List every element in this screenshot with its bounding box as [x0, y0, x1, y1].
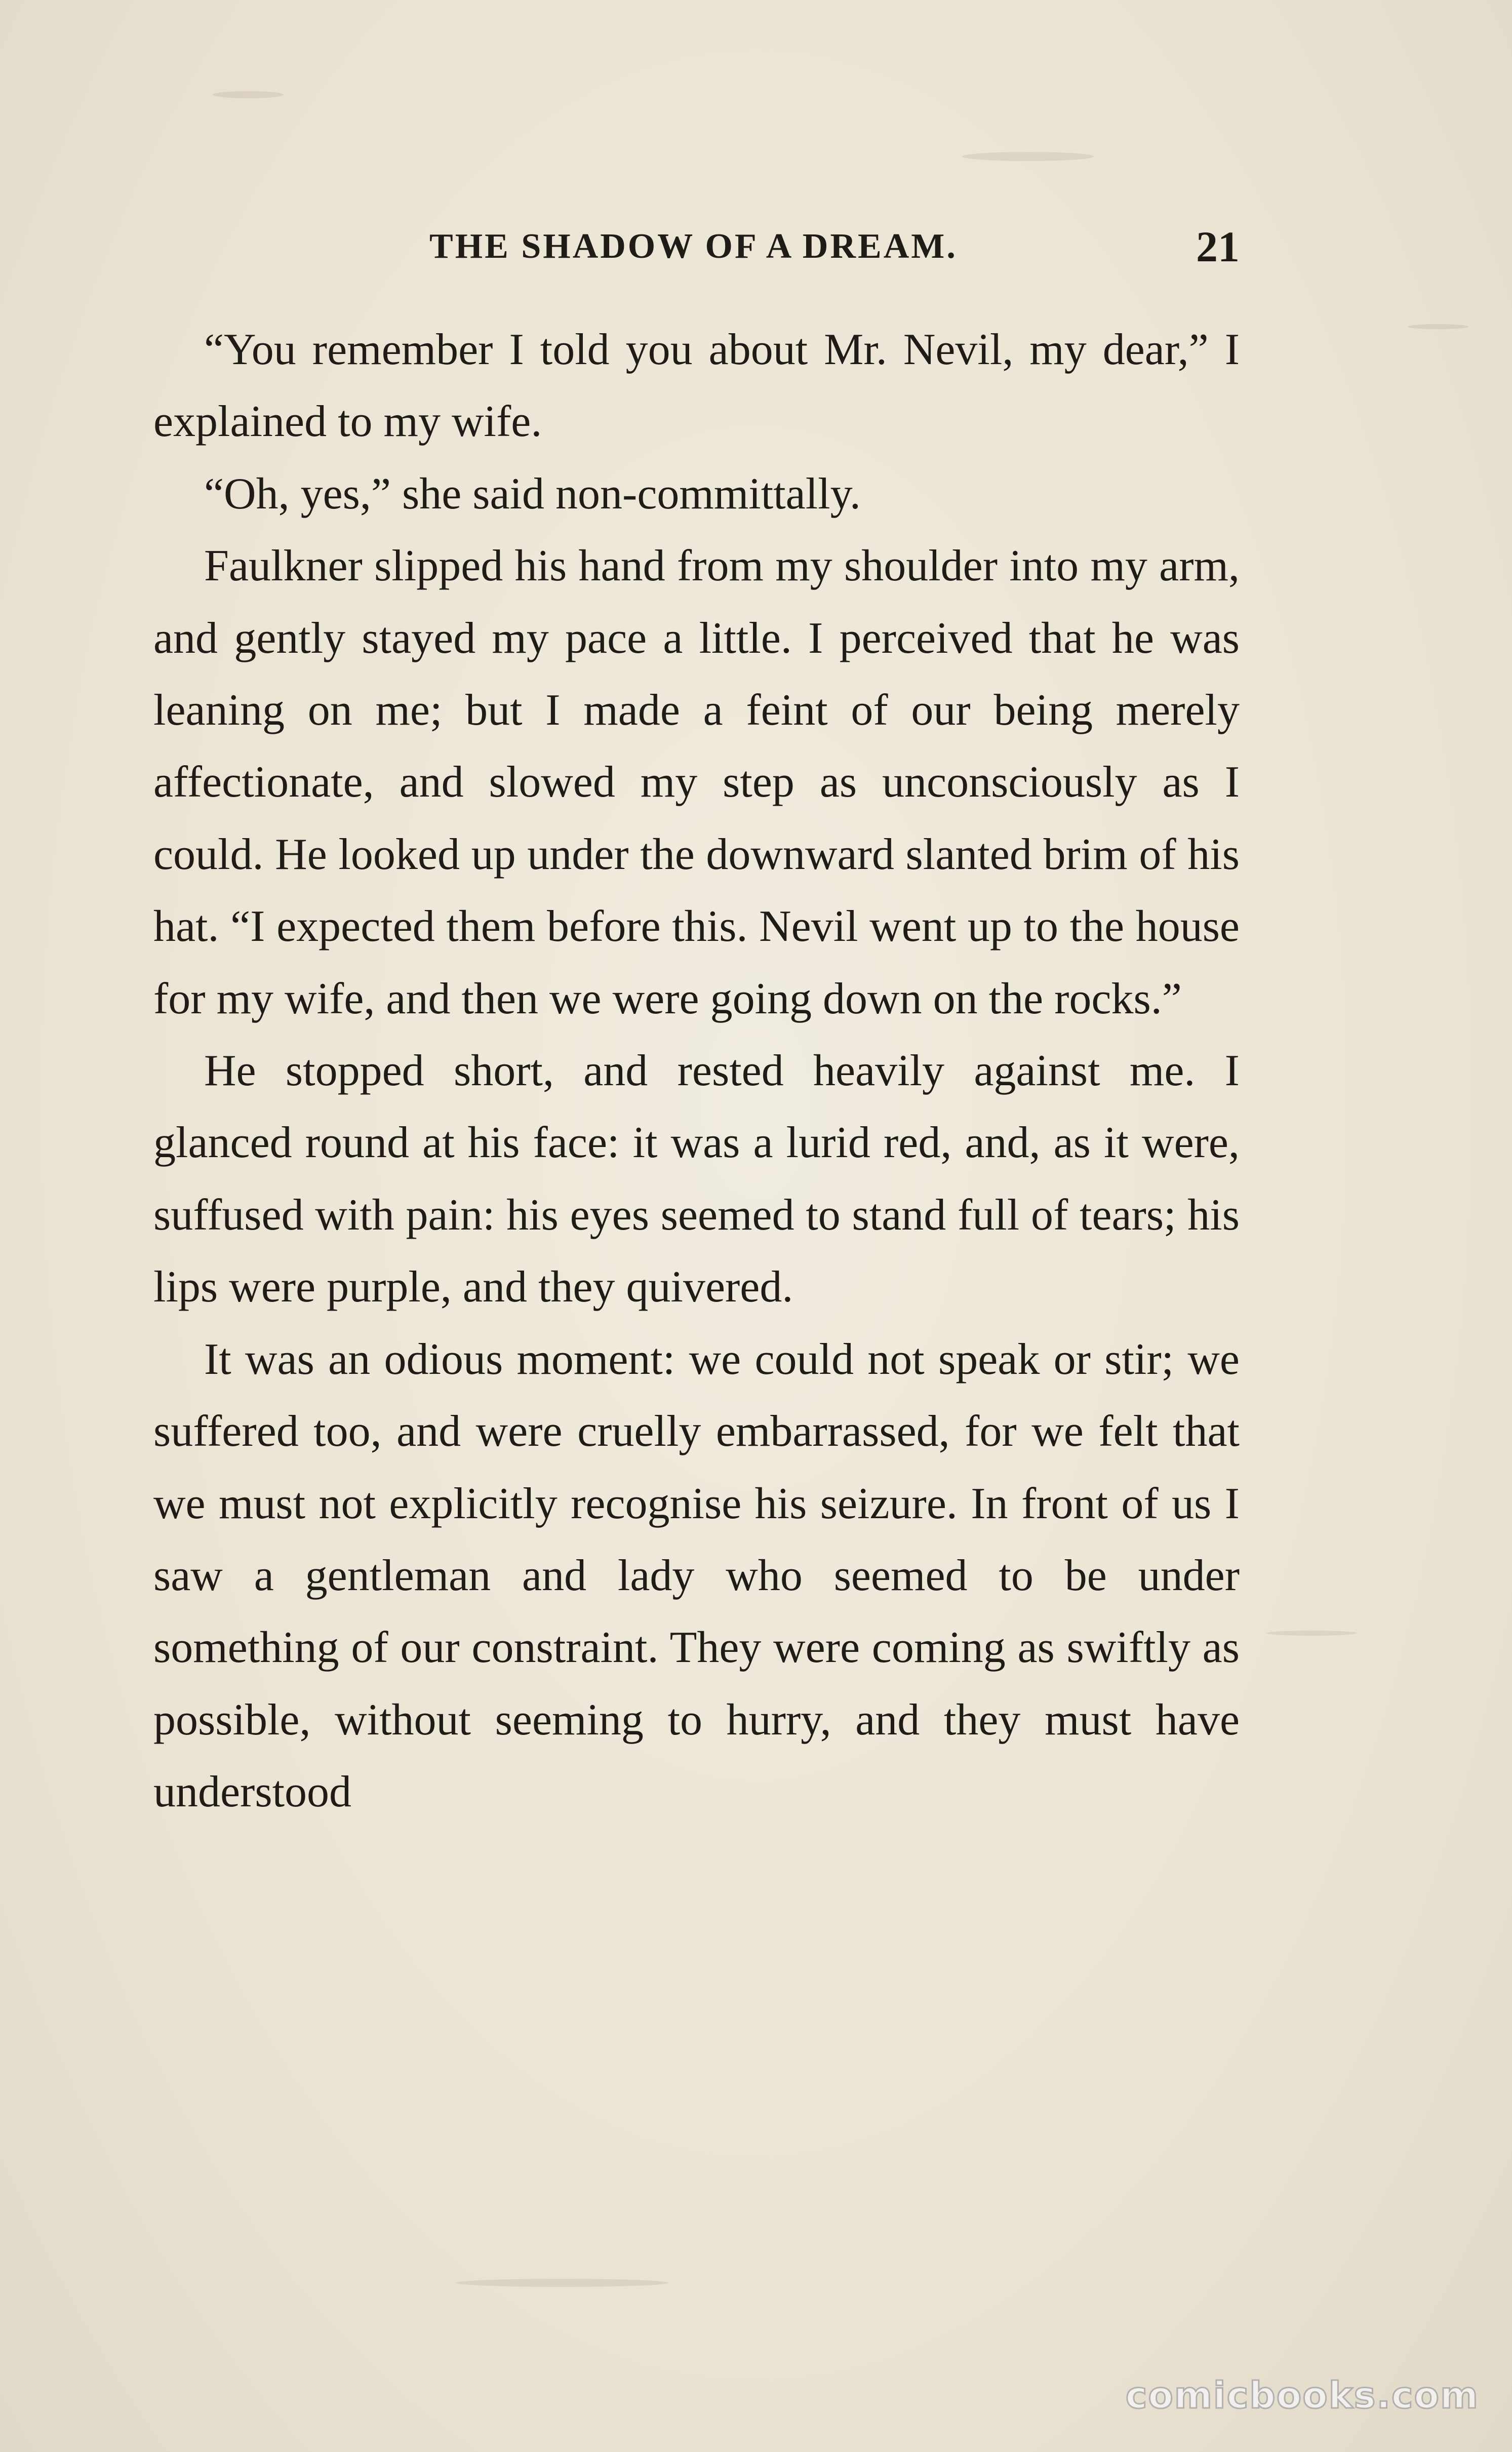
running-title: THE SHADOW OF A DREAM. — [429, 227, 958, 266]
paragraph: “Oh, yes,” she said non-committally. — [204, 469, 861, 519]
paragraph: Faulkner slipped his hand from my shoulder into my arm, and gently stayed my pace a little. I perceived that he was leaning on me; but I made a feint of our being merely affectionate, and slowed my step as unconsciously as I could. He looked up under the downward slanted brim of his hat. “I expected them before this. Nevil went up to the house for my wife, and then we were going down on the rocks.” — [153, 541, 1240, 1023]
page-number: 21 — [1196, 222, 1240, 271]
paper-stain — [213, 91, 284, 98]
page-header — [153, 223, 1240, 279]
paper-stain — [962, 152, 1094, 161]
paragraph: It was an odious moment: we could not speak or stir; we suffered too, and were cruelly embarrassed, for we felt that we must not explicitly recognise his seizure. In front of us I saw a gentleman and lady who seemed to be under something of our constraint. They were coming as swiftly as possible, without seeming to hurry, and they must have understood — [153, 1334, 1240, 1817]
watermark: comicbooks.com — [1125, 2374, 1479, 2417]
paragraph: He stopped short, and rested heavily against me. I glanced round at his face: it was a lurid red, and, as it were, suffused with pain: his eyes seemed to stand full of tears; his lips were purple, and they quivered. — [153, 1046, 1240, 1312]
paragraph: “You remember I told you about Mr. Nevil, my dear,” I explained to my wife. — [153, 325, 1240, 447]
paper-stain — [1266, 1631, 1357, 1636]
body-text — [153, 314, 1240, 1829]
paper-stain — [1408, 324, 1468, 329]
paper-stain — [456, 2279, 668, 2287]
